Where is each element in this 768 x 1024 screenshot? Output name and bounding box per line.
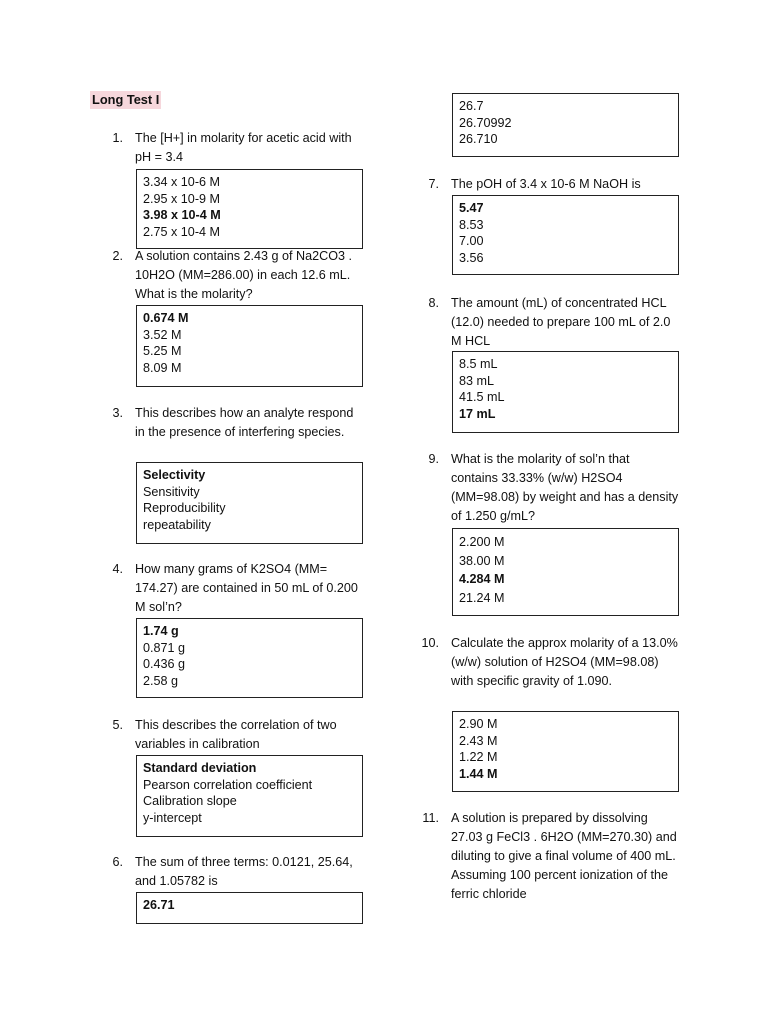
- question-6: [101, 853, 363, 891]
- correct-answer-option: 4.284 M: [459, 572, 505, 586]
- question-text: The amount (mL) of concentrated HCL (12.0) needed to prepare 100 mL of 2.0 M HCL: [451, 296, 671, 348]
- answer-option: 8.5 mL: [459, 357, 498, 371]
- correct-answer-option: 26.71: [143, 898, 175, 912]
- answer-option: 3.56: [459, 250, 484, 265]
- answer-option: 3.52 M: [143, 327, 182, 342]
- answer-option: repeatability: [143, 517, 211, 532]
- answer-option: 2.200 M: [459, 535, 505, 549]
- question-4: [101, 560, 363, 617]
- question-1: [101, 129, 363, 167]
- question-number: 2.: [112, 249, 123, 263]
- answer-option: 2.95 x 10-9 M: [143, 191, 221, 206]
- question-10: [417, 634, 679, 691]
- question-11: [417, 809, 679, 904]
- question-text: How many grams of K2SO4 (MM= 174.27) are contained in 50 mL of 0.200 M sol’n?: [135, 562, 358, 614]
- answer-option: 38.00 M: [459, 553, 505, 568]
- answer-box-10: [452, 711, 679, 792]
- question-text: A solution contains 2.43 g of Na2CO3 . 10H2O (MM=286.00) in each 12.6 mL. What is the molarity?: [135, 249, 353, 301]
- question-9: [417, 450, 679, 526]
- answer-option: 41.5 mL: [459, 390, 505, 404]
- question-2: [101, 247, 363, 304]
- question-text: This describes the correlation of two variables in calibration: [135, 718, 337, 751]
- answer-box-2: [136, 305, 363, 387]
- answer-option: 2.43 M: [459, 733, 498, 748]
- answer-option: 1.22 M: [459, 750, 498, 764]
- answer-option: Pearson correlation coefficient: [143, 777, 313, 792]
- question-number: 1.: [112, 131, 123, 145]
- answer-option: 7.00: [459, 234, 484, 248]
- answer-option: 21.24 M: [459, 590, 505, 605]
- correct-answer-option: 17 mL: [459, 406, 496, 421]
- question-number: 9.: [428, 452, 439, 466]
- answer-box-4: [136, 618, 363, 698]
- answer-option: Sensitivity: [143, 484, 200, 499]
- answer-box-8: [452, 351, 679, 433]
- question-number: 5.: [112, 718, 123, 732]
- answer-option: Calibration slope: [143, 794, 237, 808]
- answer-option: y-intercept: [143, 810, 202, 825]
- answer-option: 2.75 x 10-4 M: [143, 224, 221, 239]
- answer-option: 2.58 g: [143, 673, 179, 688]
- correct-answer-option: Selectivity: [143, 468, 206, 482]
- correct-answer-option: Standard deviation: [143, 761, 257, 775]
- question-8: [417, 294, 679, 351]
- question-number: 4.: [112, 562, 123, 576]
- question-number: 7.: [428, 177, 439, 191]
- answer-option: 8.09 M: [143, 360, 182, 375]
- answer-box-3: [136, 462, 363, 544]
- answer-box-1: [136, 169, 363, 249]
- question-text: What is the molarity of sol’n that contains 33.33% (w/w) H2SO4 (MM=98.08) by weight and has a density of 1.250 g/mL?: [451, 452, 679, 523]
- answer-option: 26.7: [459, 99, 484, 113]
- answer-option: 26.70992: [459, 115, 512, 130]
- correct-answer-option: 1.74 g: [143, 624, 179, 638]
- question-3: [101, 404, 363, 442]
- answer-option: 0.871 g: [143, 640, 186, 655]
- question-text: Calculate the approx molarity of a 13.0% (w/w) solution of H2SO4 (MM=98.08) with specific gravity of 1.090.: [451, 636, 678, 688]
- question-number: 3.: [112, 406, 123, 420]
- answer-box-7: [452, 195, 679, 275]
- correct-answer-option: 3.98 x 10-4 M: [143, 208, 221, 222]
- answer-box-9: [452, 528, 679, 616]
- answer-option: 2.90 M: [459, 717, 498, 731]
- question-number: 6.: [112, 855, 123, 869]
- question-7: [417, 175, 679, 194]
- page-title: Long Test I: [92, 92, 160, 107]
- question-text: The [H+] in molarity for acetic acid with pH = 3.4: [135, 131, 352, 164]
- answer-option: Reproducibility: [143, 501, 226, 515]
- answer-box-6: [136, 892, 363, 924]
- answer-option: 3.34 x 10-6 M: [143, 175, 221, 189]
- question-text: The pOH of 3.4 x 10-6 M NaOH is: [451, 177, 641, 191]
- question-number: 11.: [422, 811, 439, 825]
- correct-answer-option: 5.47: [459, 201, 484, 215]
- answer-option: 8.53: [459, 217, 484, 232]
- answer-box-6-continued: [452, 93, 679, 157]
- answer-option: 83 mL: [459, 373, 495, 388]
- question-text: The sum of three terms: 0.0121, 25.64, and 1.05782 is: [135, 855, 353, 888]
- answer-option: 5.25 M: [143, 344, 182, 358]
- correct-answer-option: 1.44 M: [459, 766, 498, 781]
- question-5: [101, 716, 363, 754]
- correct-answer-option: 0.674 M: [143, 311, 189, 325]
- question-number: 8.: [428, 296, 439, 310]
- question-text: A solution is prepared by dissolving 27.03 g FeCl3 . 6H2O (MM=270.30) and diluting to give a final volume of 400 mL. Assuming 100 percent ionization of the ferric chloride: [451, 811, 677, 901]
- question-number: 10.: [421, 636, 439, 650]
- answer-box-5: [136, 755, 363, 837]
- answer-option: 0.436 g: [143, 657, 186, 671]
- question-text: This describes how an analyte respond in the presence of interfering species.: [135, 406, 354, 439]
- answer-option: 26.710: [459, 132, 498, 146]
